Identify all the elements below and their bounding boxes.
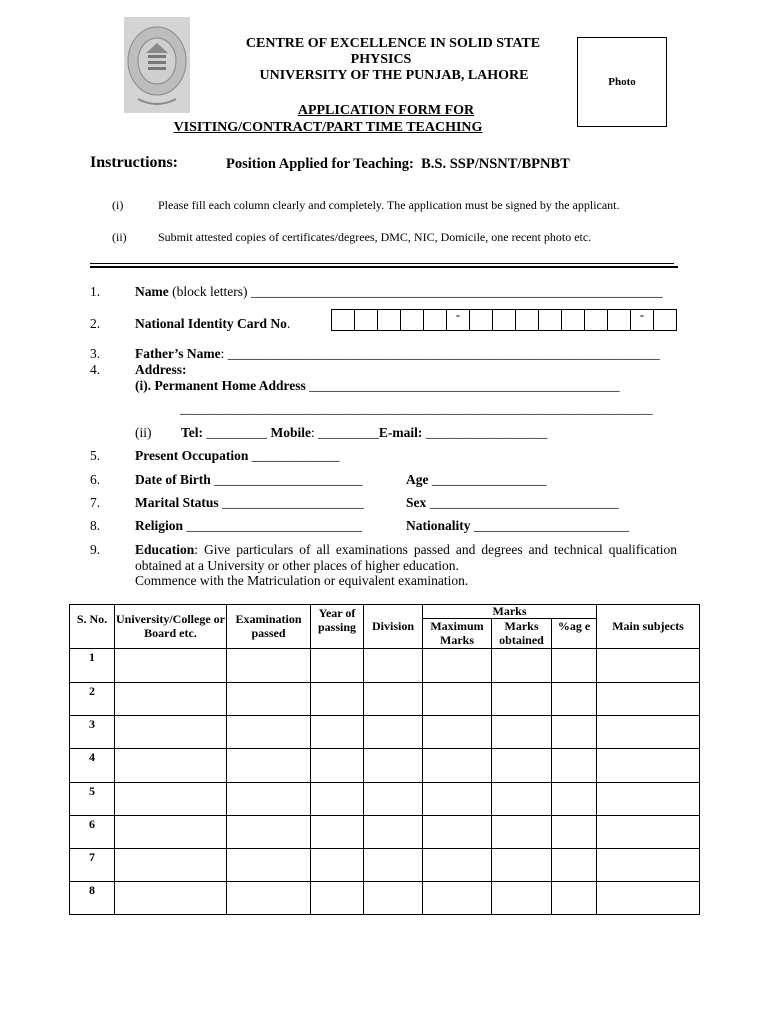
sex-line: ____________________________ [426, 495, 619, 510]
header-line-2: PHYSICS [350, 52, 412, 67]
header-division: Division [364, 605, 423, 649]
table-cell[interactable] [492, 783, 552, 816]
divider-thin [90, 263, 674, 264]
header-marks: Marks [423, 605, 597, 619]
table-cell[interactable] [597, 749, 700, 783]
nic-cell[interactable] [378, 309, 401, 331]
nic-cell[interactable] [608, 309, 631, 331]
permanent-address-field[interactable] [135, 378, 620, 394]
tel-label: Tel: [181, 425, 204, 440]
religion-field[interactable] [135, 518, 362, 534]
nic-cell[interactable] [331, 309, 355, 331]
marital-status-label: Marital Status [135, 495, 219, 510]
sex-field[interactable] [406, 495, 619, 511]
table-cell[interactable] [115, 882, 227, 915]
table-cell[interactable] [552, 783, 597, 816]
education-label: Education [135, 542, 195, 557]
table-cell[interactable] [492, 816, 552, 849]
item-number-8: 8. [90, 518, 101, 533]
table-cell[interactable] [423, 849, 492, 882]
instructions-heading: Instructions: [90, 154, 179, 171]
table-cell[interactable] [227, 749, 311, 783]
table-row [70, 783, 700, 816]
table-cell[interactable] [423, 716, 492, 749]
marital-status-field[interactable] [135, 495, 364, 511]
mobile-line: : _________ [311, 425, 379, 440]
table-cell[interactable] [115, 649, 227, 683]
address-line-2[interactable]: ______________________________________________________________________ [180, 401, 653, 416]
nic-cell[interactable] [355, 309, 378, 331]
table-row [70, 749, 700, 783]
table-cell[interactable] [364, 716, 423, 749]
table-cell[interactable] [552, 749, 597, 783]
table-cell[interactable] [552, 882, 597, 915]
nic-cell[interactable] [424, 309, 447, 331]
header-sno: S. No. [70, 605, 115, 649]
table-cell[interactable] [227, 783, 311, 816]
row-sno: 8 [70, 882, 115, 915]
table-cell[interactable] [364, 649, 423, 683]
address-label: Address: [135, 362, 187, 377]
table-cell[interactable] [227, 849, 311, 882]
header-university: University/College or Board etc. [115, 605, 227, 649]
table-cell[interactable] [552, 816, 597, 849]
table-cell[interactable] [492, 749, 552, 783]
position-value: B.S. SSP/NSNT/BPNBT [421, 156, 570, 172]
university-name: UNIVERSITY OF THE PUNJAB, LAHORE [259, 68, 529, 83]
table-cell[interactable] [115, 716, 227, 749]
table-cell[interactable] [597, 882, 700, 915]
name-note: (block letters) [168, 284, 251, 299]
photo-box [577, 37, 667, 127]
photo-label: Photo [608, 76, 636, 88]
nic-cell[interactable]: - [631, 309, 654, 331]
nic-cell[interactable] [516, 309, 539, 331]
table-cell[interactable] [364, 816, 423, 849]
education-table [69, 604, 700, 915]
table-cell[interactable] [364, 749, 423, 783]
nic-cell[interactable] [493, 309, 516, 331]
table-row [70, 649, 700, 683]
instruction-text-2: Submit attested copies of certificates/degrees, DMC, NIC, Domicile, one recent photo etc. [158, 230, 592, 244]
nationality-label: Nationality [406, 518, 471, 533]
header-year: Year of passing [311, 605, 364, 649]
table-cell[interactable] [552, 649, 597, 683]
table-cell[interactable] [492, 716, 552, 749]
nic-label-wrap [135, 316, 290, 332]
table-cell[interactable] [311, 816, 364, 849]
table-cell[interactable] [552, 849, 597, 882]
table-cell[interactable] [552, 716, 597, 749]
nic-label: National Identity Card No [135, 316, 287, 331]
table-cell[interactable] [552, 683, 597, 716]
table-cell[interactable] [597, 716, 700, 749]
occupation-label: Present Occupation [135, 448, 249, 463]
table-cell[interactable] [423, 882, 492, 915]
table-cell[interactable] [115, 783, 227, 816]
table-cell[interactable] [311, 683, 364, 716]
form-title-2: VISITING/CONTRACT/PART TIME TEACHING [173, 120, 483, 135]
table-cell[interactable] [597, 683, 700, 716]
institution-header [230, 36, 556, 84]
table-cell[interactable] [364, 783, 423, 816]
table-cell[interactable] [597, 649, 700, 683]
table-cell[interactable] [311, 649, 364, 683]
nic-cell[interactable] [539, 309, 562, 331]
university-seal-logo [124, 17, 190, 113]
header-main-subjects: Main subjects [597, 605, 700, 649]
item-number-7: 7. [90, 495, 101, 510]
table-row [70, 716, 700, 749]
header-line-1: CENTRE OF EXCELLENCE IN SOLID STATE [245, 36, 541, 51]
table-cell[interactable] [311, 882, 364, 915]
address-sub-ii: (ii) [135, 425, 152, 440]
nic-cell[interactable] [401, 309, 424, 331]
permanent-address-line: ______________________________________________ [305, 378, 620, 393]
row-sno: 6 [70, 816, 115, 849]
table-cell[interactable] [492, 849, 552, 882]
table-cell[interactable] [492, 882, 552, 915]
row-sno: 5 [70, 783, 115, 816]
table-row [70, 882, 700, 915]
table-cell[interactable] [423, 683, 492, 716]
education-text-2: obtained at a University or other places of higher education. [135, 557, 459, 573]
marital-status-line: _____________________ [218, 495, 364, 510]
table-cell[interactable] [364, 882, 423, 915]
nationality-field[interactable] [406, 518, 629, 534]
education-instructions [135, 542, 677, 589]
nic-cell[interactable] [585, 309, 608, 331]
table-cell[interactable] [115, 816, 227, 849]
table-cell[interactable] [364, 849, 423, 882]
nic-input-cells[interactable] [331, 309, 677, 329]
table-cell[interactable] [227, 683, 311, 716]
item-number-6: 6. [90, 472, 101, 487]
table-cell[interactable] [311, 783, 364, 816]
divider-thick [90, 266, 678, 268]
item-number-4: 4. [90, 362, 101, 377]
occupation-field[interactable] [135, 448, 340, 464]
row-sno: 1 [70, 649, 115, 683]
form-title-1: APPLICATION FORM FOR [297, 103, 475, 118]
position-label: Position Applied for Teaching: [226, 156, 414, 172]
table-cell[interactable] [364, 683, 423, 716]
age-line: _________________ [428, 472, 547, 487]
occupation-line: _____________ [248, 448, 340, 463]
father-name-label: Father’s Name [135, 346, 221, 361]
item-number-5: 5. [90, 448, 101, 463]
education-text-3: Commence with the Matriculation or equivalent examination. [135, 573, 469, 588]
item-number-2: 2. [90, 316, 101, 331]
row-sno: 7 [70, 849, 115, 882]
instruction-num-1: (i) [112, 198, 124, 212]
table-cell[interactable] [423, 749, 492, 783]
table-cell[interactable] [227, 882, 311, 915]
header-maximum-marks: Maximum Marks [423, 619, 492, 649]
name-field[interactable] [135, 284, 663, 300]
age-label: Age [406, 472, 429, 487]
instruction-text-1: Please fill each column clearly and completely. The application must be signed by the applicant. [158, 198, 620, 212]
age-field[interactable] [406, 472, 547, 488]
table-cell[interactable] [227, 716, 311, 749]
table-cell[interactable] [423, 783, 492, 816]
table-row [70, 683, 700, 716]
table-cell[interactable] [227, 649, 311, 683]
table-row [70, 816, 700, 849]
religion-line: __________________________ [183, 518, 362, 533]
sex-label: Sex [406, 495, 427, 510]
table-cell[interactable] [311, 716, 364, 749]
nic-cell[interactable]: - [447, 309, 470, 331]
email-line: __________________ [422, 425, 548, 440]
email-label: E-mail: [378, 425, 423, 440]
nic-cell[interactable] [562, 309, 585, 331]
nic-cell[interactable] [654, 309, 677, 331]
contact-fields[interactable] [181, 425, 547, 441]
table-cell[interactable] [227, 816, 311, 849]
table-cell[interactable] [115, 849, 227, 882]
nic-cell[interactable] [470, 309, 493, 331]
row-sno: 4 [70, 749, 115, 783]
dob-label: Date of Birth [135, 472, 211, 487]
row-sno: 3 [70, 716, 115, 749]
row-sno: 2 [70, 683, 115, 716]
table-cell[interactable] [115, 683, 227, 716]
permanent-address-label: (i). Permanent Home Address [135, 378, 306, 393]
table-cell[interactable] [423, 649, 492, 683]
item-number-1: 1. [90, 284, 101, 299]
mobile-label: Mobile [270, 425, 312, 440]
nationality-line: _______________________ [470, 518, 630, 533]
instruction-num-2: (ii) [112, 230, 127, 244]
dob-field[interactable] [135, 472, 363, 488]
table-cell[interactable] [115, 749, 227, 783]
table-cell[interactable] [311, 849, 364, 882]
item-number-9: 9. [90, 542, 101, 557]
father-name-line: : ________________________________________________________________ [220, 346, 660, 361]
header-percentage: %ag e [552, 619, 597, 649]
table-row [70, 849, 700, 882]
name-line: _____________________________________________________________ [250, 284, 663, 299]
header-marks-obtained: Marks obtained [492, 619, 552, 649]
table-cell[interactable] [492, 649, 552, 683]
item-number-3: 3. [90, 346, 101, 361]
position-applied [226, 156, 570, 173]
header-examination: Examination passed [227, 605, 311, 649]
table-cell[interactable] [492, 683, 552, 716]
dob-line: ______________________ [210, 472, 363, 487]
table-cell[interactable] [423, 816, 492, 849]
name-label: Name [135, 284, 169, 299]
education-text-1: : Give particulars of all examinations passed and degrees and technical qualification [194, 542, 677, 557]
table-cell[interactable] [597, 783, 700, 816]
tel-line: _________ [203, 425, 271, 440]
father-name-field[interactable] [135, 346, 660, 362]
table-cell[interactable] [597, 849, 700, 882]
table-cell[interactable] [311, 749, 364, 783]
table-cell[interactable] [597, 816, 700, 849]
nic-label-dot: . [286, 316, 291, 331]
religion-label: Religion [135, 518, 184, 533]
